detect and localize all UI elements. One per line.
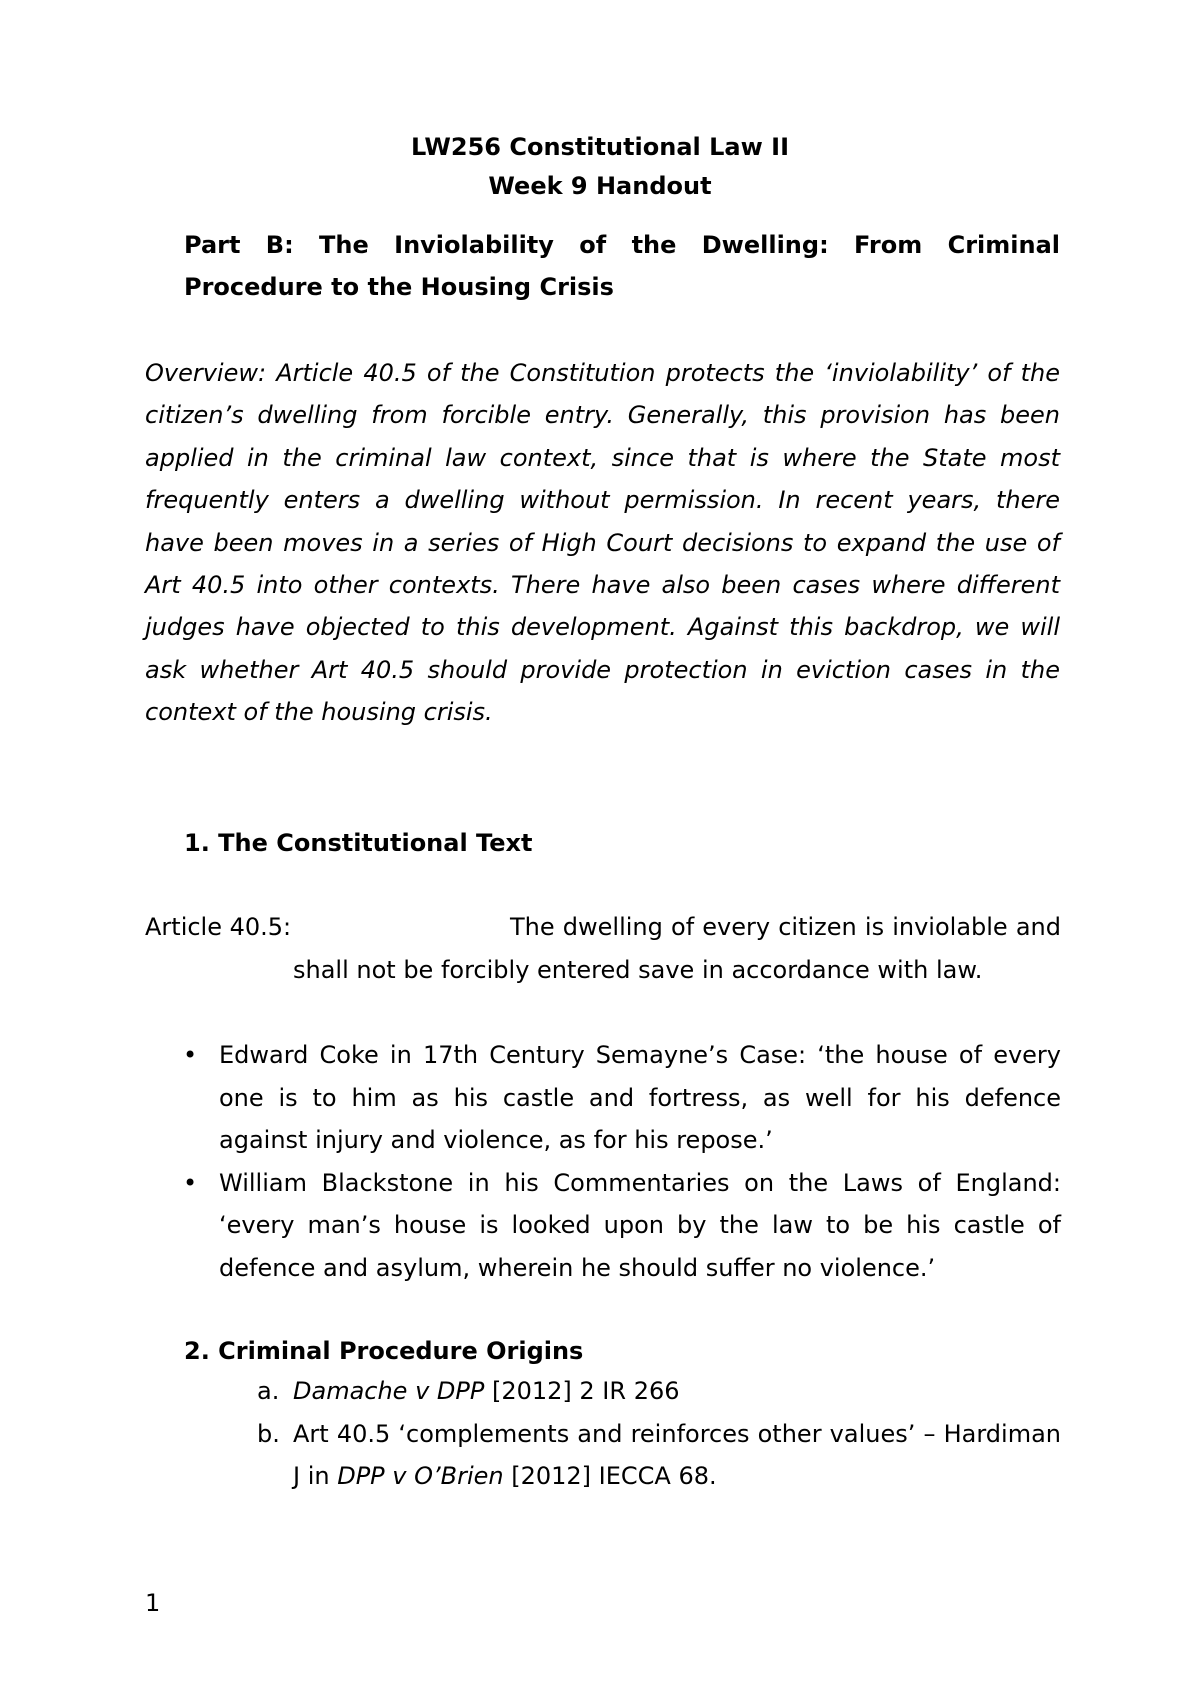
bullet-text-coke: Edward Coke in 17th Century Semayne’s Case: ‘the house of every one is to him as his castle and fortress, as well for his defence against injury and violence, as for his repose.’ [219,1041,1061,1154]
case-name: Damache v DPP [293,1377,485,1405]
article-label: Article 40.5: [145,913,292,941]
bullet-icon: • [183,1168,198,1197]
list-marker: b. [257,1419,280,1448]
list-item [257,1413,1061,1498]
handout-title: Week 9 Handout [488,172,712,200]
case-citation: [2012] IECCA 68. [503,1462,717,1490]
list-item [183,1162,1061,1290]
item-text: Art 40.5 ‘complements and reinforces other values’ – Hardiman J in [293,1419,1061,1490]
section-1-heading: 1. The Constitutional Text [184,829,533,857]
overview-paragraph: Overview: Article 40.5 of the Constitution protects the ‘inviolability’ of the citizen’s dwelling from forcible entry. Generally, this provision has been applied in the criminal law context, since that is where the State most frequently enters a dwelling without permission. In recent years, there have been moves in a series of High Court decisions to expand the use of Art 40.5 into other contexts. There have also been cases where different judges have objected to this development. Against this backdrop, we will ask whether Art 40.5 should provide protection in eviction cases in the context of the housing crisis. [145,359,1060,727]
bullet-list [183,1034,1061,1289]
bullet-icon: • [183,1041,198,1069]
section-2-heading: 2. Criminal Procedure Origins [184,1337,584,1365]
page-number: 1 [145,1589,161,1617]
case-list [257,1370,1061,1498]
article-text: The dwelling of every citizen is inviolable and shall not be forcibly entered save in accordance with law. [293,913,1061,984]
list-item [257,1370,1061,1413]
list-marker: a. [257,1377,280,1405]
case-citation: [2012] 2 IR 266 [484,1377,680,1405]
part-title: Part B: The Inviolability of the Dwelling: From Criminal Procedure to the Housing Crisis [184,231,1060,301]
list-item [183,1034,1061,1162]
case-name: DPP v O’Brien [337,1462,504,1490]
course-title: LW256 Constitutional Law II [410,133,789,161]
bullet-text-blackstone: William Blackstone in his Commentaries on the Laws of England: ‘every man’s house is looked upon by the law to be his castle of defence and asylum, wherein he should suffer no violence.’ [219,1168,1061,1282]
